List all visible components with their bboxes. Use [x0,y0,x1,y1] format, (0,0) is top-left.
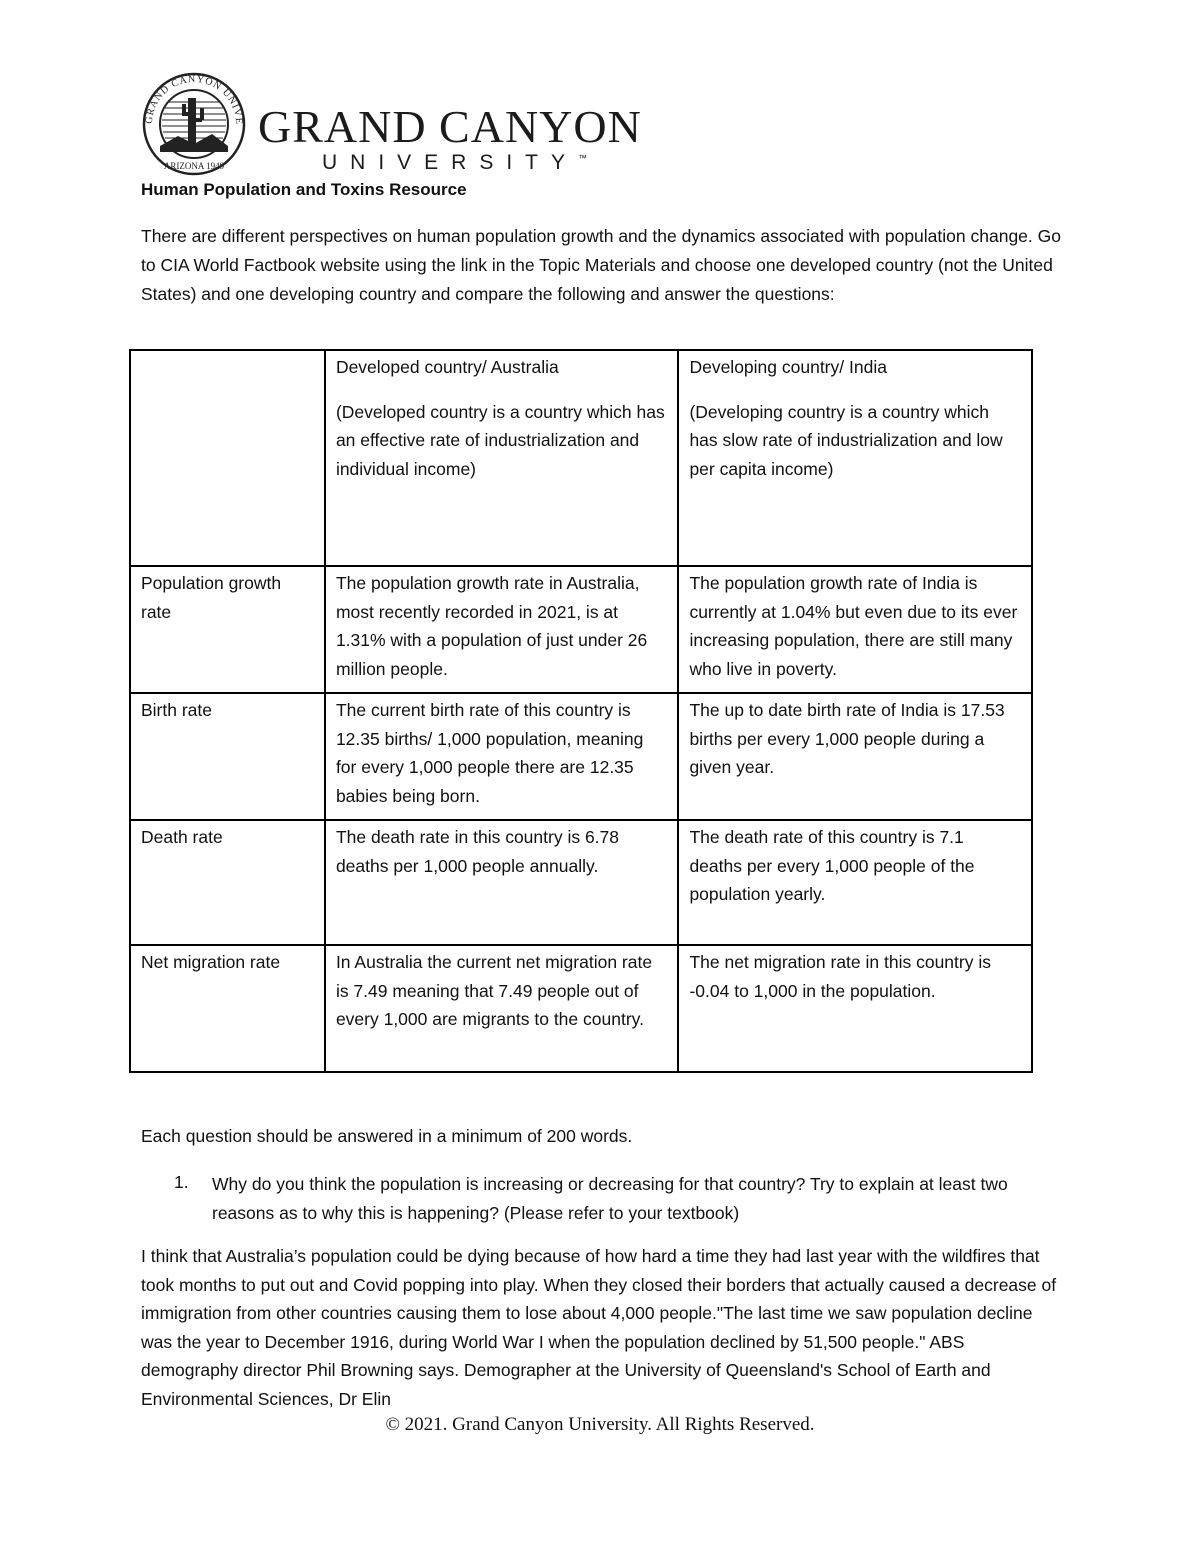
developing-cell: The up to date birth rate of India is 17.53 births per every 1,000 people during a given year. [678,693,1032,820]
developed-country-title: Developed country/ Australia [335,357,559,377]
table-row [130,693,1032,820]
svg-text:ARIZONA 1949: ARIZONA 1949 [163,161,225,171]
svg-text:GRAND CANYON UNIVERSITY: GRAND CANYON UNIVE [143,73,245,126]
developing-country-title: Developing country/ India [689,357,887,377]
comparison-table [129,349,1033,1073]
question-text: Why do you think the population is increasing or decreasing for that country? Try to explain at least two reasons as to why this is happening? (Please refer to your textbook) [212,1174,1008,1223]
university-wordmark: GRAND CANYON [258,101,642,152]
answer-paragraph: I think that Australia’s population could be dying because of how hard a time they had last year with the wildfires that took months to put out and Covid popping into play. When they closed their borders that actually caused a decrease of immigration from other countries causing them to lose about 4,000 people."The last time we saw population decline was the year to December 1916, during World War I when the population declined by 51,500 people." ABS demography director Phil Browning says. Demographer at the University of Queensland's School of Earth and Environmental Sciences, Dr Elin [141,1246,1057,1409]
copyright-footer: © 2021. Grand Canyon University. All Rights Reserved. [385,1414,815,1435]
university-wordmark-subline: UNIVERSITY™ [322,151,588,174]
row-label: Death rate [130,820,325,945]
developing-cell: The net migration rate in this country is -0.04 to 1,000 in the population. [678,945,1032,1072]
table-row [130,945,1032,1072]
developed-country-definition: (Developed country is a country which has an effective rate of industrialization and individual income) [335,401,665,479]
table-header-empty-cell [130,350,325,566]
developing-cell: The death rate of this country is 7.1 deaths per every 1,000 people of the population yearly. [678,820,1032,945]
table-row [130,820,1032,945]
developed-cell: The population growth rate in Australia, most recently recorded in 2021, is at 1.31% with a population of just under 26 million people. [325,566,679,693]
developed-cell: In Australia the current net migration rate is 7.49 meaning that 7.49 people out of every 1,000 are migrants to the country. [325,945,679,1072]
table-header-row [130,350,1032,566]
row-label: Birth rate [130,693,325,820]
developed-cell: The current birth rate of this country is 12.35 births/ 1,000 population, meaning for every 1,000 people there are 12.35 babies being born. [325,693,679,820]
document-title: Human Population and Toxins Resource [141,180,467,199]
intro-paragraph: There are different perspectives on human population growth and the dynamics associated with population change. Go to CIA World Factbook website using the link in the Topic Materials and choose one developed country (not the United States) and one developing country and compare the following and answer the questions: [141,226,1061,304]
question-number: 1. [174,1172,189,1192]
developing-country-definition: (Developing country is a country which has slow rate of industrialization and low per capita income) [689,401,1003,479]
developed-country-header [325,350,679,566]
developed-cell: The death rate in this country is 6.78 deaths per 1,000 people annually. [325,820,679,945]
table-row [130,566,1032,693]
row-label: Net migration rate [130,945,325,1072]
developing-cell: The population growth rate of India is currently at 1.04% but even due to its ever increasing population, there are still many who live in poverty. [678,566,1032,693]
developing-country-header [678,350,1032,566]
row-label: Population growth rate [130,566,325,693]
word-count-instruction: Each question should be answered in a minimum of 200 words. [141,1126,633,1146]
university-seal-logo [138,72,250,181]
